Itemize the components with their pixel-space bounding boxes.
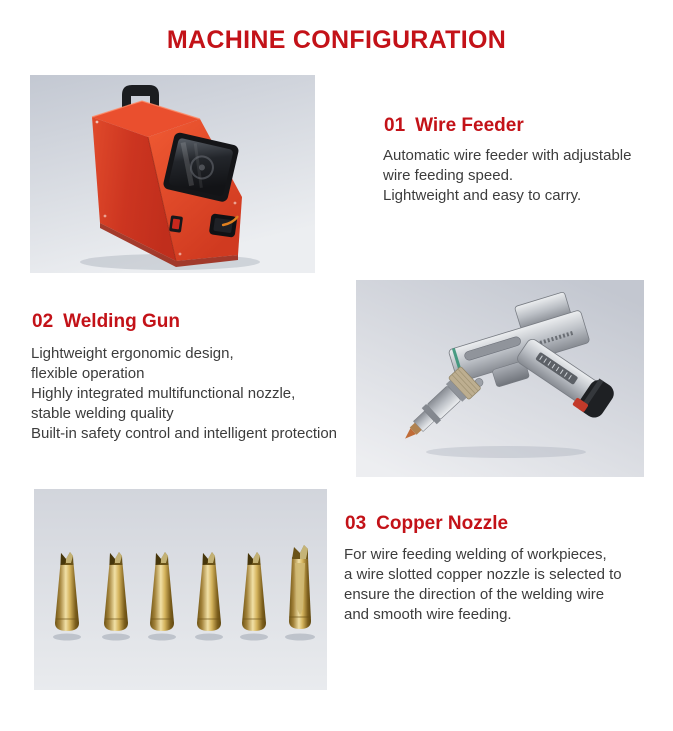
wire-feeder-photo: [30, 75, 315, 273]
copper-nozzles-photo: [34, 489, 327, 690]
section-number: 01: [384, 115, 406, 136]
description-line: and smooth wire feeding.: [344, 606, 512, 623]
description-line: Built-in safety control and intelligent protection: [31, 425, 338, 442]
section-2-description: [31, 344, 337, 444]
welding-gun-illustration: [356, 280, 644, 477]
section-2: [32, 312, 180, 332]
section-heading: [32, 312, 180, 332]
section-number: 02: [32, 311, 54, 332]
description-line: stable welding quality: [31, 405, 174, 422]
page-title: MACHINE CONFIGURATION: [166, 26, 507, 54]
description-line: a wire slotted copper nozzle is selected to: [344, 566, 622, 583]
description-line: Lightweight and easy to carry.: [383, 187, 582, 204]
section-number: 03: [345, 513, 367, 534]
description-line: For wire feeding welding of workpieces,: [344, 546, 607, 563]
section-3-description: [344, 545, 622, 625]
description-line: Highly integrated multifunctional nozzle,: [31, 385, 296, 402]
section-3: [345, 514, 508, 534]
section-heading: [384, 116, 524, 136]
wire-feeder-illustration: [30, 75, 315, 273]
description-line: wire feeding speed.: [383, 167, 514, 184]
section-1-description: [383, 146, 631, 206]
description-line: ensure the direction of the welding wire: [344, 586, 605, 603]
section-1: [384, 116, 524, 136]
description-line: flexible operation: [31, 365, 145, 382]
section-name: Wire Feeder: [415, 115, 524, 136]
section-name: Welding Gun: [63, 311, 180, 332]
section-name: Copper Nozzle: [376, 513, 509, 534]
description-line: Automatic wire feeder with adjustable: [383, 147, 632, 164]
welding-gun-photo: [356, 280, 644, 477]
section-heading: [345, 514, 508, 534]
copper-nozzles-illustration: [34, 489, 327, 690]
description-line: Lightweight ergonomic design,: [31, 345, 234, 362]
